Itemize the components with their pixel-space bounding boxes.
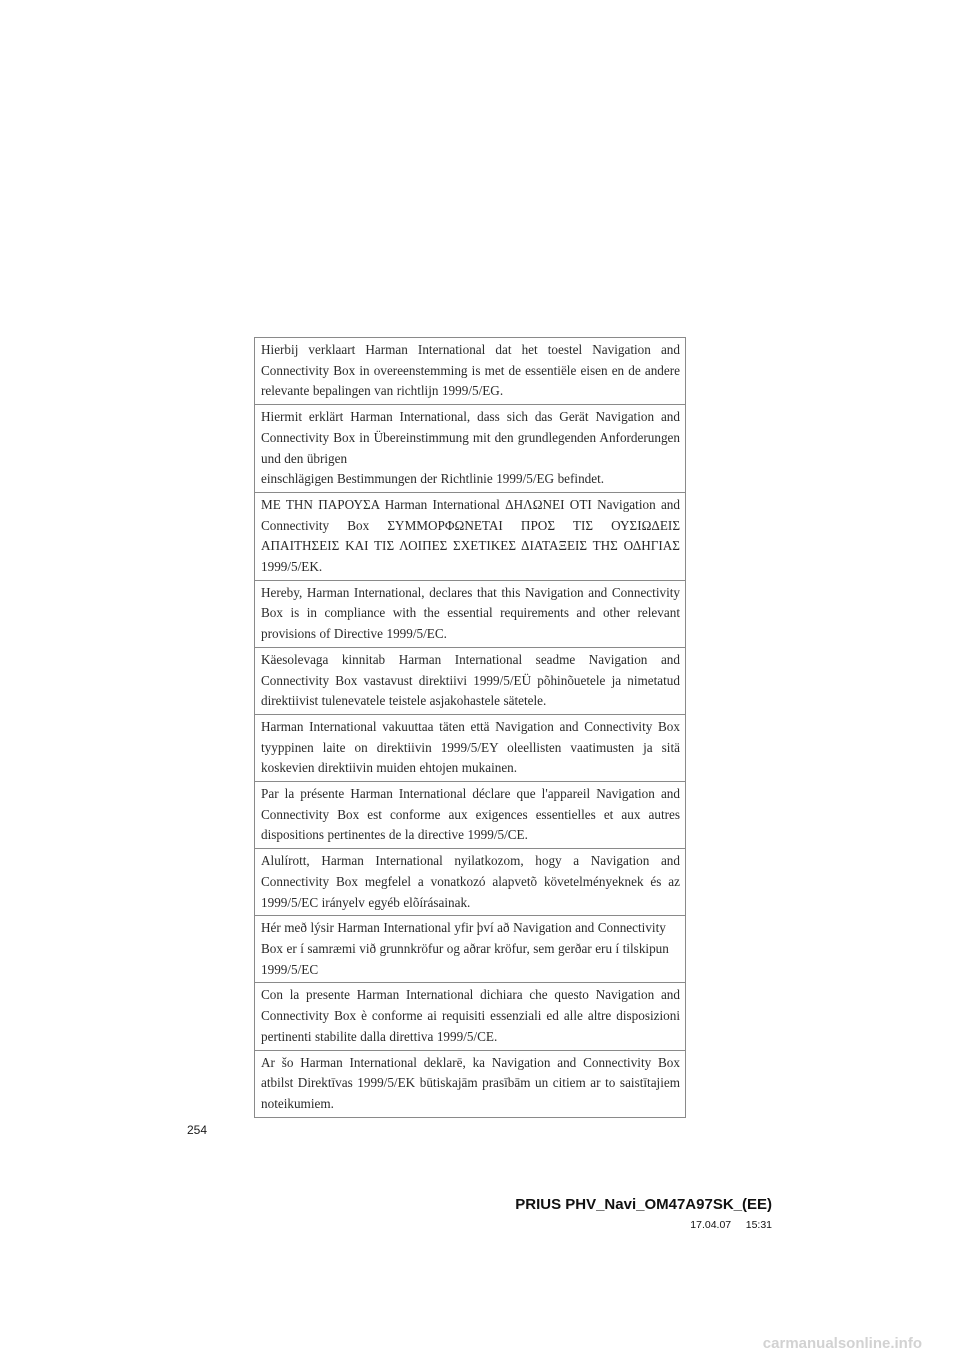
declaration-italian: Con la presente Harman International dichiara che questo Navigation and Connectivity Box è conforme ai requisiti essenziali ed alle altre disposizioni pertinenti stabilite dalla direttiva 1999/5/CE. [255,983,686,1050]
declaration-latvian: Ar šo Harman International deklarē, ka Navigation and Connectivity Box atbilst Direktīvas 1999/5/EK būtiskajām prasībām un citiem ar to saistītajiem noteikumiem. [255,1050,686,1117]
declaration-hungarian: Alulírott, Harman International nyilatkozom, hogy a Navigation and Connectivity Box megfelel a vonatkozó alapvetõ követelményeknek és az 1999/5/EC irányelv egyéb elõírásainak. [255,849,686,916]
declaration-finnish: Harman International vakuuttaa täten että Navigation and Connectivity Box tyyppinen laite on direktiivin 1999/5/EY oleellisten vaatimusten ja sitä koskevien direktiivin muiden ehtojen mukainen. [255,714,686,781]
table-row [255,580,686,647]
declaration-icelandic: Hér með lýsir Harman International yfir því að Navigation and Connectivity Box er í samræmi við grunnkröfur og aðrar kröfur, sem gerðar eru í tilskipun 1999/5/EC [255,916,686,983]
table-row [255,405,686,493]
watermark-text: carmanualsonline.info [762,1335,922,1352]
table-row [255,714,686,781]
document-id: PRIUS PHV_Navi_OM47A97SK_(EE) [515,1196,772,1213]
table-row [255,647,686,714]
declaration-english: Hereby, Harman International, declares that this Navigation and Connectivity Box is in compliance with the essential requirements and other relevant provisions of Directive 1999/5/EC. [255,580,686,647]
declarations-table [254,337,686,1118]
table-row [255,1050,686,1117]
declaration-dutch: Hierbij verklaart Harman International dat het toestel Navigation and Connectivity Box in overeenstemming is met de essentiële eisen en de andere relevante bepalingen van richtlijn 1999/5/EG. [255,338,686,405]
declaration-french: Par la présente Harman International déclare que l'appareil Navigation and Connectivity Box est conforme aux exigences essentielles et aux autres dispositions pertinentes de la directive 1999/5/CE. [255,782,686,849]
table-row [255,916,686,983]
table-row [255,782,686,849]
document-date-time: 17.04.07 15:31 [690,1219,772,1231]
table-row [255,492,686,580]
declaration-german: Hiermit erklärt Harman International, dass sich das Gerät Navigation and Connectivity Box in Übereinstimmung mit den grundlegenden Anforderungen und den übrigen einschlägigen Bestimmungen der Richtlinie 1999/5/EG befindet. [255,405,686,493]
table-row [255,849,686,916]
page-number: 254 [187,1123,208,1137]
table-row [255,983,686,1050]
declaration-greek: ΜΕ ΤΗΝ ΠΑΡΟΥΣΑ Harman International ΔΗΛΩΝΕΙ ΟΤΙ Navigation and Connectivity Box ΣΥΜΜΟΡΦΩΝΕΤΑΙ ΠΡΟΣ ΤΙΣ ΟΥΣΙΩΔΕΙΣ ΑΠΑΙΤΗΣΕΙΣ ΚΑΙ ΤΙΣ ΛΟΙΠΕΣ ΣΧΕΤΙΚΕΣ ΔΙΑΤΑΞΕΙΣ ΤΗΣ ΟΔΗΓΙΑΣ 1999/5/ΕΚ. [255,492,686,580]
declaration-estonian: Käesolevaga kinnitab Harman International seadme Navigation and Connectivity Box vastavust direktiivi 1999/5/EÜ põhinõuetele ja nimetatud direktiivist tulenevatele teistele asjakohastele sätetele. [255,647,686,714]
table-row [255,338,686,405]
